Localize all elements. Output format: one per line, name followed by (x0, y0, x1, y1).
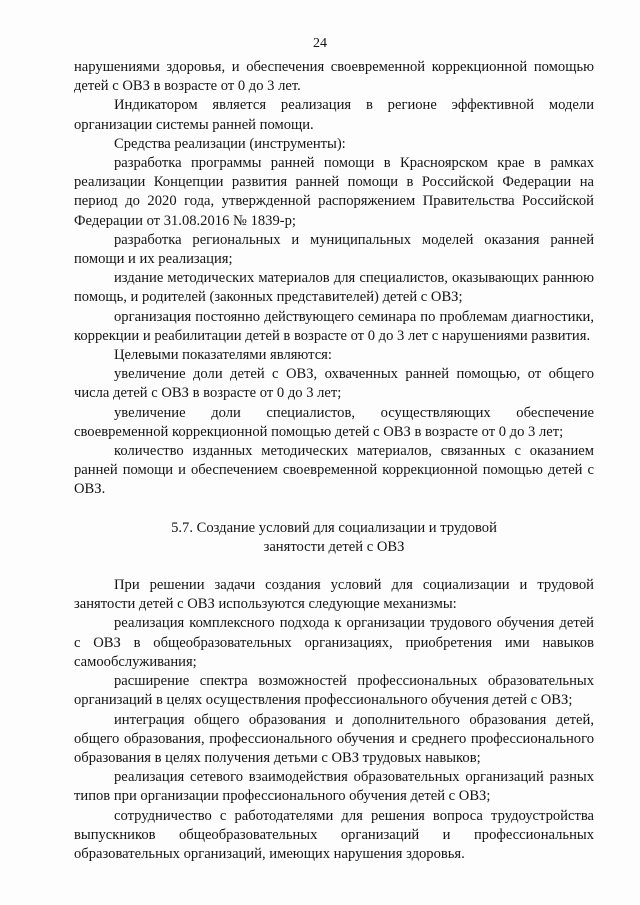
document-body (74, 58, 594, 864)
paragraph: организация постоянно действующего семинара по проблемам диагностики, коррекции и реабилитации детей в возрасте от 0 до 3 лет с нарушениями развития. (74, 308, 594, 344)
paragraphs-bottom (74, 576, 594, 864)
paragraph: реализация сетевого взаимодействия образовательных организаций разных типов при организации профессионального обучения детей с ОВЗ; (74, 769, 594, 805)
paragraph: разработка региональных и муниципальных моделей оказания ранней помощи и их реализация; (74, 231, 594, 268)
paragraph: увеличение доли специалистов, осуществляющих обеспечение своевременной коррекционной помощью детей с ОВЗ в возрасте от 0 до 3 лет; (74, 404, 594, 440)
paragraph: Средства реализации (инструменты): (114, 135, 346, 152)
section-heading-line: 5.7. Создание условий для социализации и трудовой (171, 519, 497, 536)
paragraph: сотрудничество с работодателями для решения вопроса трудоустройства выпускников общеобразовательных организаций и профессиональных образовательных организаций, имеющих нарушения здоровья. (74, 807, 594, 862)
paragraph: издание методических материалов для специалистов, оказывающих раннюю помощь, и родителей (законных представителей) детей с ОВЗ; (74, 270, 594, 306)
paragraph: увеличение доли детей с ОВЗ, охваченных ранней помощью, от общего числа детей с ОВЗ в возрасте от 0 до 3 лет; (74, 366, 594, 402)
paragraph: Целевыми показателями являются: (114, 347, 332, 364)
paragraph: нарушениями здоровья, и обеспечения своевременной коррекционной помощью детей с ОВЗ в возрасте от 0 до 3 лет. (74, 59, 594, 95)
paragraph: Индикатором является реализация в регионе эффективной модели организации системы ранней помощи. (74, 97, 594, 133)
page-number: 24 (313, 36, 327, 51)
section-heading-line: занятости детей с ОВЗ (263, 538, 405, 555)
paragraphs-top (74, 58, 594, 500)
paragraph: При решении задачи создания условий для социализации и трудовой занятости детей с ОВЗ используются следующие механизмы: (74, 577, 594, 613)
paragraph: количество изданных методических материалов, связанных с оказанием ранней помощи и обеспечением своевременной коррекционной помощью детей с ОВЗ. (74, 443, 594, 498)
paragraph: разработка программы ранней помощи в Красноярском крае в рамках реализации Концепции развития ранней помощи в Российской Федерации на период до 2020 года, утвержденной распоряжением Правительства Российской Федерации от 31.08.2016 № 1839-р; (74, 155, 594, 229)
paragraph: реализация комплексного подхода к организации трудового обучения детей с ОВЗ в общеобразовательных организациях, приобретения ими навыков самообслуживания; (74, 615, 594, 670)
paragraph: интеграция общего образования и дополнительного образования детей, общего образования, профессионального обучения и среднего профессионального образования в целях получения детьми с ОВЗ трудовых навыков; (74, 711, 594, 766)
section-heading (74, 519, 594, 557)
paragraph: расширение спектра возможностей профессиональных образовательных организаций в целях осуществления профессионального обучения детей с ОВЗ; (74, 673, 594, 709)
